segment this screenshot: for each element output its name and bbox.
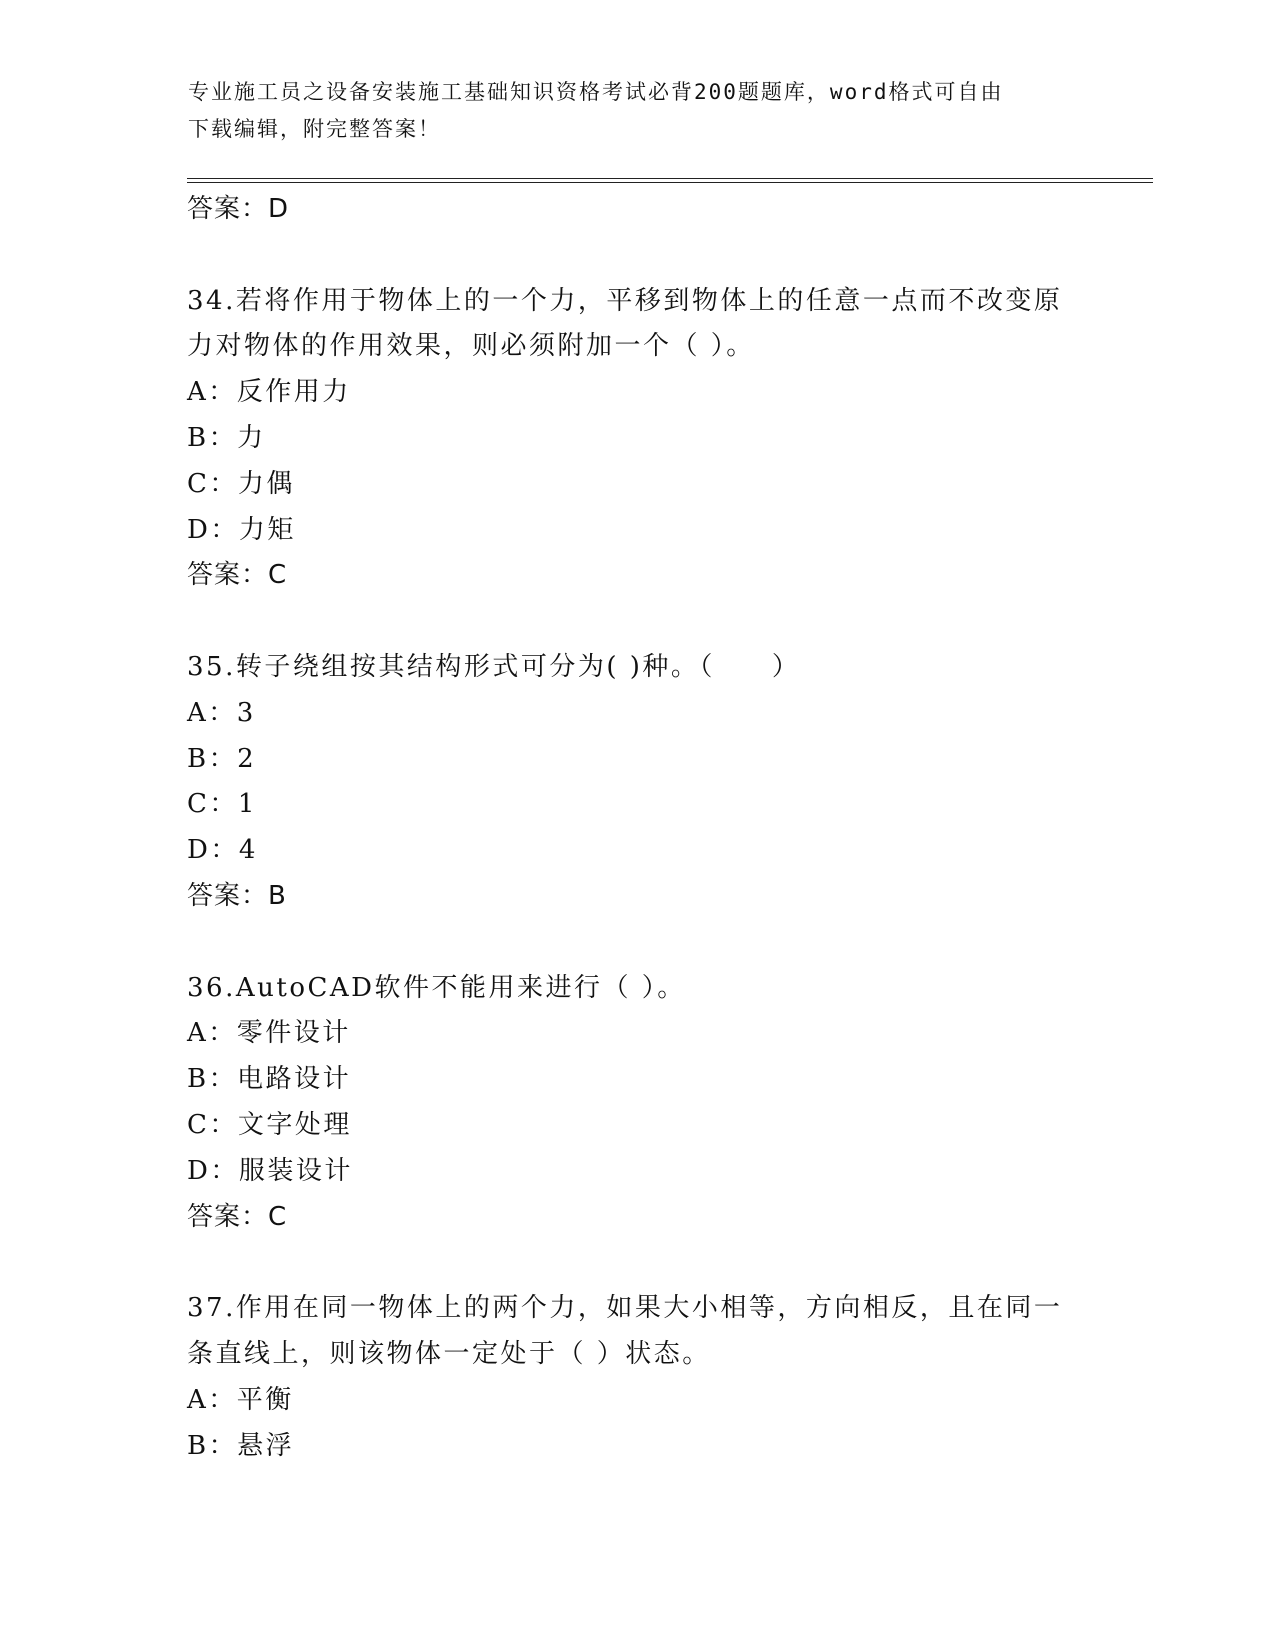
header-title-line-2: 下载编辑，附完整答案！	[188, 117, 441, 141]
question-text-line: B：悬浮	[187, 1430, 295, 1461]
question-text-line: A：零件设计	[187, 1018, 351, 1049]
answer-line: 答案：D	[187, 194, 290, 224]
question-content	[187, 187, 1087, 1469]
question-text-line: C：力偶	[187, 468, 295, 499]
question-text-line: 37.作用在同一物体上的两个力，如果大小相等，方向相反，且在同一	[187, 1293, 1063, 1324]
header-divider	[187, 178, 1153, 183]
question-text-line: A：3	[187, 697, 256, 728]
question-text-line: 条直线上，则该物体一定处于（ ）状态。	[187, 1338, 711, 1369]
answer-line: 答案：B	[187, 880, 287, 911]
question-text-line: C：1	[187, 789, 257, 820]
document-header	[188, 74, 1088, 148]
question-text-line: B：力	[187, 422, 266, 453]
question-text-line: A：反作用力	[187, 377, 351, 408]
spacer	[187, 233, 1087, 279]
question-text-line: 36.AutoCAD软件不能用来进行（ ）。	[187, 972, 686, 1003]
answer-line: 答案：C	[187, 1201, 288, 1232]
question-text-line: D：服装设计	[187, 1155, 353, 1186]
spacer	[187, 599, 1087, 645]
question-text-line: 力对物体的作用效果，则必须附加一个（ ）。	[187, 331, 755, 362]
answer-line: 答案：C	[187, 560, 288, 591]
question-text-line: C：文字处理	[187, 1109, 352, 1140]
spacer	[187, 920, 1087, 966]
question-text-line: D：4	[187, 835, 258, 866]
question-text-line: 35.转子绕组按其结构形式可分为( )种。（ ）	[187, 651, 801, 682]
question-text-line: B：2	[187, 743, 257, 774]
question-text-line: A：平衡	[187, 1384, 294, 1415]
question-text-line: B：电路设计	[187, 1064, 352, 1095]
question-text-line: D：力矩	[187, 514, 296, 545]
spacer	[187, 1240, 1087, 1286]
question-text-line: 34.若将作用于物体上的一个力，平移到物体上的任意一点而不改变原	[187, 285, 1063, 316]
header-title-line-1: 专业施工员之设备安装施工基础知识资格考试必背200题题库，word格式可自由	[188, 80, 1004, 104]
